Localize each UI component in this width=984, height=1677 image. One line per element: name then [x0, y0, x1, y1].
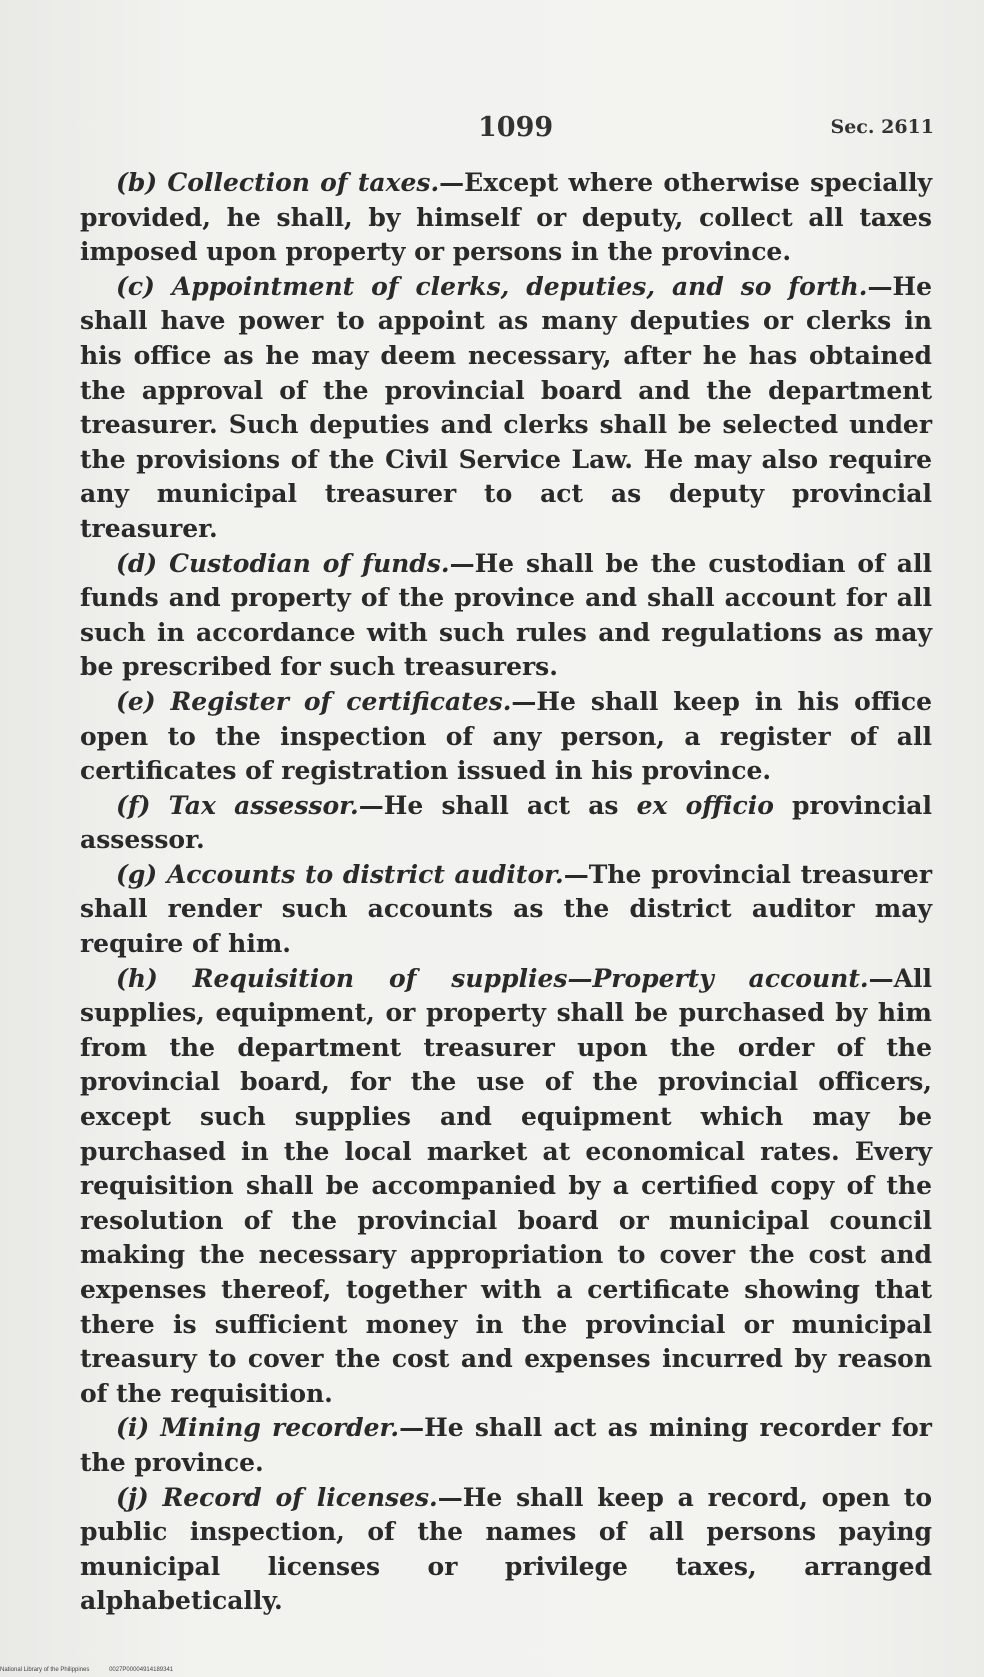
paragraph-d: [80, 547, 932, 685]
para-text: provincial assessor.: [80, 790, 932, 855]
paragraph-g: [80, 858, 932, 962]
para-text: —He shall be the custodian of all funds and property of the province and shall account for all such in accordance with such rules and regulations as may be prescribed for such treasurers.: [80, 548, 932, 682]
scan-code: 0027P00004914189341: [109, 1667, 174, 1673]
paragraph-j: [80, 1481, 932, 1619]
para-letter: (h): [116, 963, 158, 993]
para-letter: (d): [116, 548, 158, 578]
para-title: Requisition of supplies—Property account.: [192, 963, 869, 993]
para-letter: (g): [116, 859, 158, 889]
para-title: Mining recorder.: [160, 1413, 400, 1443]
para-title: Tax assessor.: [168, 790, 359, 820]
para-text: —He shall have power to appoint as many deputies or clerks in his office as he may deem necessary, after he has obtained the approval of the provincial board and the department treasurer. Such deputies and clerks shall be selected under the provisions of the Civil Service Law. He may also require any municipal treasurer to act as deputy provincial treasurer.: [80, 271, 932, 543]
section-reference: Sec. 2611: [830, 116, 934, 138]
library-credit: National Library of the Philippines: [0, 1667, 90, 1673]
paragraph-f: [80, 789, 932, 858]
para-title: Accounts to district auditor.: [166, 859, 564, 889]
para-text: —He shall keep in his office open to the inspection of any person, a register of all certificates of registration issued in his province.: [80, 686, 932, 786]
para-text: —He shall act as: [358, 790, 637, 820]
para-title: Record of licenses.: [162, 1482, 438, 1512]
paragraph-e: [80, 685, 932, 789]
para-title: Appointment of clerks, deputies, and so forth.: [171, 271, 868, 301]
para-title: Collection of taxes.: [167, 168, 440, 197]
para-text: —He shall keep a record, open to public inspection, of the names of all persons paying municipal licenses or privilege taxes, arranged alphabetically.: [80, 1482, 932, 1616]
para-letter: (c): [116, 271, 155, 301]
paragraph-i: [80, 1411, 932, 1480]
paragraph-h: [80, 962, 932, 1412]
para-letter: (j): [116, 1482, 149, 1512]
page-number: 1099: [478, 112, 554, 143]
body-text: [80, 166, 932, 1619]
para-title: Register of certificates.: [170, 686, 512, 716]
para-letter: (b): [116, 168, 158, 197]
para-text: —He shall act as mining recorder for the province.: [80, 1413, 932, 1477]
para-text: —The provincial treasurer shall render such accounts as the district auditor may require of him.: [80, 859, 932, 959]
scan-footer: [0, 1667, 191, 1673]
para-letter: (e): [116, 686, 156, 716]
para-emphasis: ex officio: [636, 790, 774, 820]
page-header: [0, 112, 984, 146]
para-text: —All supplies, equipment, or property shall be purchased by him from the department treasurer upon the order of the provincial board, for the use of the provincial officers, except such supplies and equipment which may be purchased in the local market at economical rates. Every requisition shall be accompanied by a certified copy of the resolution of the provincial board or municipal council making the necessary appropriation to cover the cost and expenses thereof, together with a certificate showing that there is sufficient money in the provincial or municipal treasury to cover the cost and expenses incurred by reason of the requisition.: [80, 963, 932, 1408]
para-letter: (f): [116, 790, 151, 820]
paragraph-b: [80, 166, 932, 270]
para-text: —Except where otherwise specially provided, he shall, by himself or deputy, collect all taxes imposed upon property or persons in the province.: [80, 168, 932, 267]
paragraph-c: [80, 270, 932, 547]
para-letter: (i): [116, 1413, 150, 1443]
para-title: Custodian of funds.: [169, 548, 450, 578]
